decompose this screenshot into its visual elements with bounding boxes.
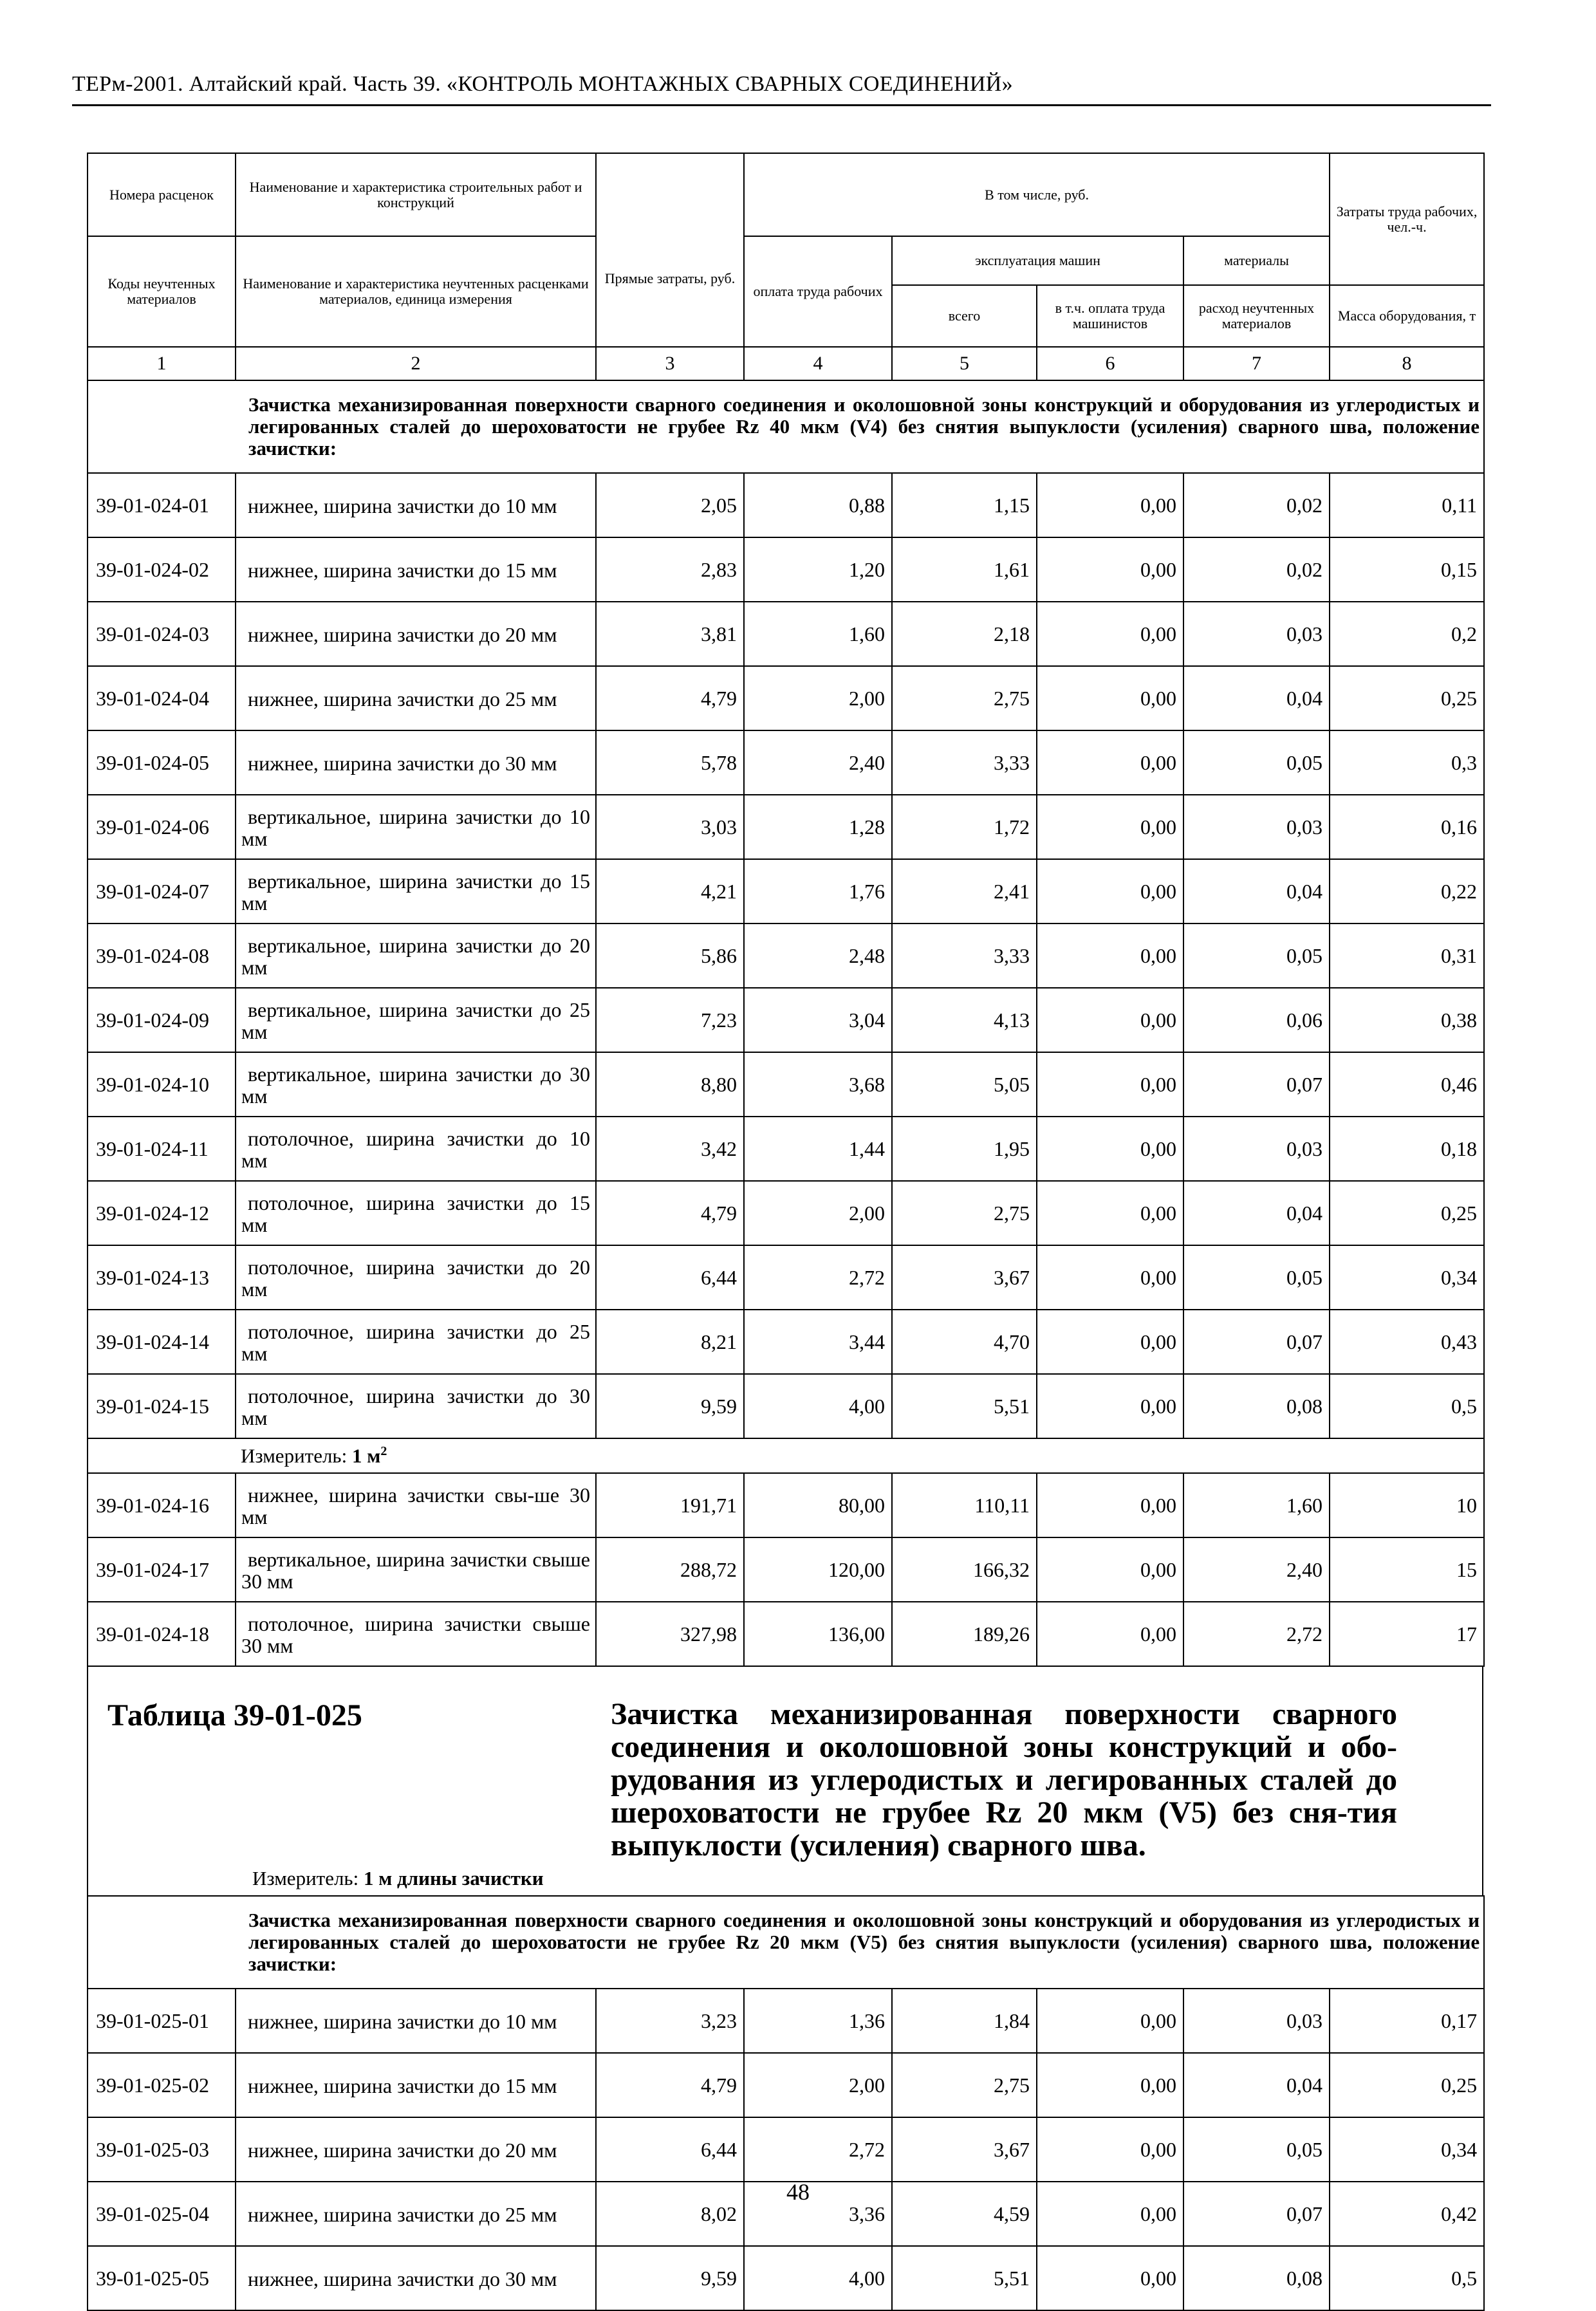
machinists-pay: 0,00 — [1037, 988, 1183, 1052]
labor-pay: 3,44 — [744, 1310, 892, 1374]
work-description-text: потолочное, ширина зачистки до 25 мм — [241, 1320, 590, 1365]
work-description — [236, 1052, 596, 1117]
header-machines: эксплуатация машин — [892, 236, 1183, 285]
labor-pay: 3,36 — [744, 2182, 892, 2246]
header-total: всего — [892, 285, 1037, 347]
work-description-text: потолочное, ширина зачистки до 15 мм — [241, 1191, 590, 1236]
table-row — [88, 1537, 1484, 1602]
materials: 0,03 — [1183, 795, 1330, 859]
labor-pay: 2,00 — [744, 1181, 892, 1245]
labor-pay: 1,36 — [744, 1989, 892, 2053]
machines-total: 1,61 — [892, 537, 1037, 602]
labor-pay: 3,68 — [744, 1052, 892, 1117]
rate-code: 39-01-024-03 — [88, 602, 236, 666]
labor-pay: 1,20 — [744, 537, 892, 602]
materials: 0,07 — [1183, 1052, 1330, 1117]
machines-total: 110,11 — [892, 1473, 1037, 1537]
direct-costs: 9,59 — [596, 2246, 744, 2310]
labor-pay: 1,44 — [744, 1117, 892, 1181]
header-direct-costs: Прямые затраты, руб. — [596, 153, 744, 347]
rate-code: 39-01-025-05 — [88, 2246, 236, 2310]
col-number: 7 — [1183, 347, 1330, 380]
table-row — [88, 2053, 1484, 2117]
labor-cost: 0,5 — [1330, 1374, 1484, 1438]
materials: 0,07 — [1183, 2182, 1330, 2246]
work-description — [236, 923, 596, 988]
header-materials: материалы — [1183, 236, 1330, 285]
labor-pay: 2,00 — [744, 2053, 892, 2117]
running-header: ТЕРм-2001. Алтайский край. Часть 39. «КОНТРОЛЬ МОНТАЖНЫХ СВАРНЫХ СОЕДИНЕНИЙ» — [72, 72, 1013, 96]
labor-cost: 0,2 — [1330, 602, 1484, 666]
direct-costs: 6,44 — [596, 1245, 744, 1310]
labor-pay: 0,88 — [744, 473, 892, 537]
rate-code: 39-01-025-01 — [88, 1989, 236, 2053]
labor-cost: 0,5 — [1330, 2246, 1484, 2310]
labor-pay: 1,28 — [744, 795, 892, 859]
machinists-pay: 0,00 — [1037, 2246, 1183, 2310]
labor-pay: 80,00 — [744, 1473, 892, 1537]
labor-cost: 0,25 — [1330, 666, 1484, 730]
machines-total: 5,05 — [892, 1052, 1037, 1117]
direct-costs: 191,71 — [596, 1473, 744, 1537]
work-description-text: потолочное, ширина зачистки до 30 мм — [241, 1384, 590, 1429]
materials: 0,08 — [1183, 1374, 1330, 1438]
rate-code: 39-01-024-02 — [88, 537, 236, 602]
work-description-text: нижнее, ширина зачистки до 20 мм — [248, 2139, 557, 2162]
table-row — [88, 2117, 1484, 2182]
table-row — [88, 537, 1484, 602]
measure-sup: 2 — [380, 1443, 387, 1458]
direct-costs: 327,98 — [596, 1602, 744, 1666]
direct-costs: 3,03 — [596, 795, 744, 859]
labor-pay: 3,04 — [744, 988, 892, 1052]
col-number: 6 — [1037, 347, 1183, 380]
rate-code: 39-01-024-13 — [88, 1245, 236, 1310]
machines-total: 1,72 — [892, 795, 1037, 859]
work-description-text: вертикальное, ширина зачистки до 25 мм — [241, 998, 590, 1043]
labor-cost: 15 — [1330, 1537, 1484, 1602]
table2-title: Зачистка механизированная поверхности сварного соединения и околошовной зоны конструкций и обо-рудования из углеродистых и легированных сталей до шероховатости не грубее Rz 20 мкм (V5) без сня-тия выпуклости (усиления) сварного шва. — [611, 1697, 1397, 1862]
page-content — [87, 153, 1483, 2311]
materials: 1,60 — [1183, 1473, 1330, 1537]
table2-measure-value: 1 м длины зачистки — [363, 1867, 544, 1889]
machinists-pay: 0,00 — [1037, 2182, 1183, 2246]
work-description — [236, 1537, 596, 1602]
section-title: Зачистка механизированная поверхности сварного соединения и околошовной зоны конструкций и оборудования из углеродистых и легированных сталей до шероховатости не грубее Rz 40 мкм (V4) без снятия выпуклости (усиления) сварного шва, положение зачистки: — [236, 380, 1484, 473]
header-name-bottom: Наименование и характеристика неучтенных расценками материалов, единица измерения — [236, 236, 596, 347]
work-description — [236, 1473, 596, 1537]
direct-costs: 7,23 — [596, 988, 744, 1052]
materials: 0,08 — [1183, 2246, 1330, 2310]
labor-cost: 10 — [1330, 1473, 1484, 1537]
rate-code: 39-01-024-05 — [88, 730, 236, 795]
materials: 0,04 — [1183, 666, 1330, 730]
materials: 0,07 — [1183, 1310, 1330, 1374]
machines-total: 5,51 — [892, 2246, 1037, 2310]
labor-cost: 17 — [1330, 1602, 1484, 1666]
labor-cost: 0,3 — [1330, 730, 1484, 795]
table-row — [88, 473, 1484, 537]
work-description — [236, 988, 596, 1052]
machines-total: 4,70 — [892, 1310, 1037, 1374]
measure-value: 1 м — [351, 1444, 381, 1467]
machines-total: 3,33 — [892, 730, 1037, 795]
machinists-pay: 0,00 — [1037, 1052, 1183, 1117]
machinists-pay: 0,00 — [1037, 730, 1183, 795]
rate-code: 39-01-024-11 — [88, 1117, 236, 1181]
work-description-text: потолочное, ширина зачистки до 20 мм — [241, 1256, 590, 1301]
machinists-pay: 0,00 — [1037, 1310, 1183, 1374]
machines-total: 2,75 — [892, 1181, 1037, 1245]
table-row — [88, 1473, 1484, 1537]
table-row — [88, 730, 1484, 795]
labor-pay: 120,00 — [744, 1537, 892, 1602]
machinists-pay: 0,00 — [1037, 537, 1183, 602]
direct-costs: 4,79 — [596, 2053, 744, 2117]
materials: 0,03 — [1183, 602, 1330, 666]
machinists-pay: 0,00 — [1037, 859, 1183, 923]
rates-table-2 — [87, 1895, 1485, 2311]
work-description — [236, 1989, 596, 2053]
rate-code: 39-01-024-08 — [88, 923, 236, 988]
materials: 0,04 — [1183, 2053, 1330, 2117]
rate-code: 39-01-024-16 — [88, 1473, 236, 1537]
machines-total: 1,95 — [892, 1117, 1037, 1181]
direct-costs: 2,05 — [596, 473, 744, 537]
direct-costs: 5,86 — [596, 923, 744, 988]
labor-cost: 0,43 — [1330, 1310, 1484, 1374]
header-code-top: Номера расценок — [88, 153, 236, 236]
section1-rows — [88, 473, 1484, 1438]
table-row — [88, 1181, 1484, 1245]
work-description-text: вертикальное, ширина зачистки до 15 мм — [241, 869, 590, 914]
work-description — [236, 2117, 596, 2182]
materials: 2,72 — [1183, 1602, 1330, 1666]
table2-label: Таблица 39-01-025 — [107, 1698, 362, 1732]
machinists-pay: 0,00 — [1037, 1117, 1183, 1181]
direct-costs: 3,81 — [596, 602, 744, 666]
machines-total: 1,15 — [892, 473, 1037, 537]
materials: 0,03 — [1183, 1989, 1330, 2053]
machines-total: 2,41 — [892, 859, 1037, 923]
work-description — [236, 1310, 596, 1374]
page-number: 48 — [786, 2179, 810, 2205]
direct-costs: 8,02 — [596, 2182, 744, 2246]
rate-code: 39-01-024-07 — [88, 859, 236, 923]
work-description — [236, 1117, 596, 1181]
labor-cost: 0,42 — [1330, 2182, 1484, 2246]
machines-total: 166,32 — [892, 1537, 1037, 1602]
col-number: 4 — [744, 347, 892, 380]
labor-cost: 0,25 — [1330, 1181, 1484, 1245]
rate-code: 39-01-024-18 — [88, 1602, 236, 1666]
materials: 0,02 — [1183, 537, 1330, 602]
materials: 0,05 — [1183, 923, 1330, 988]
work-description-text: нижнее, ширина зачистки до 10 мм — [248, 2010, 557, 2033]
header-name-top: Наименование и характеристика строительных работ и конструкций — [236, 153, 596, 236]
table-row — [88, 666, 1484, 730]
work-description — [236, 730, 596, 795]
labor-cost: 0,16 — [1330, 795, 1484, 859]
machines-total: 4,59 — [892, 2182, 1037, 2246]
labor-cost: 0,34 — [1330, 2117, 1484, 2182]
direct-costs: 3,23 — [596, 1989, 744, 2053]
work-description — [236, 1602, 596, 1666]
materials: 0,03 — [1183, 1117, 1330, 1181]
work-description — [236, 473, 596, 537]
direct-costs: 8,80 — [596, 1052, 744, 1117]
work-description-text: нижнее, ширина зачистки до 15 мм — [248, 559, 557, 582]
labor-cost: 0,17 — [1330, 1989, 1484, 2053]
direct-costs: 4,79 — [596, 666, 744, 730]
work-description — [236, 1374, 596, 1438]
labor-pay: 2,00 — [744, 666, 892, 730]
rate-code: 39-01-024-17 — [88, 1537, 236, 1602]
table-row — [88, 1602, 1484, 1666]
rate-code: 39-01-024-01 — [88, 473, 236, 537]
direct-costs: 4,21 — [596, 859, 744, 923]
work-description-text: нижнее, ширина зачистки до 15 мм — [248, 2074, 557, 2097]
machinists-pay: 0,00 — [1037, 923, 1183, 988]
rate-code: 39-01-024-15 — [88, 1374, 236, 1438]
direct-costs: 9,59 — [596, 1374, 744, 1438]
labor-cost: 0,18 — [1330, 1117, 1484, 1181]
table-row — [88, 988, 1484, 1052]
header-incl-machinists: в т.ч. оплата труда машинистов — [1037, 285, 1183, 347]
machinists-pay: 0,00 — [1037, 1374, 1183, 1438]
machines-total: 3,33 — [892, 923, 1037, 988]
rate-code: 39-01-024-14 — [88, 1310, 236, 1374]
col-number: 8 — [1330, 347, 1484, 380]
rate-code: 39-01-024-12 — [88, 1181, 236, 1245]
machinists-pay: 0,00 — [1037, 1989, 1183, 2053]
materials: 0,05 — [1183, 2117, 1330, 2182]
labor-cost: 0,31 — [1330, 923, 1484, 988]
table-row — [88, 2246, 1484, 2310]
work-description-text: нижнее, ширина зачистки до 30 мм — [248, 2267, 557, 2290]
table-row — [88, 795, 1484, 859]
machines-total: 5,51 — [892, 1374, 1037, 1438]
header-including: В том числе, руб. — [744, 153, 1330, 236]
machinists-pay: 0,00 — [1037, 1181, 1183, 1245]
labor-pay: 136,00 — [744, 1602, 892, 1666]
work-description-text: нижнее, ширина зачистки до 25 мм — [248, 2203, 557, 2226]
table2-section-title: Зачистка механизированная поверхности сварного соединения и околошовной зоны конструкций и оборудования из углеродистых и легированных сталей до шероховатости не грубее Rz 20 мкм (V5) без снятия выпуклости (усиления) сварного шва, положение зачистки: — [236, 1896, 1484, 1989]
table-row — [88, 923, 1484, 988]
machinists-pay: 0,00 — [1037, 2053, 1183, 2117]
work-description-text: вертикальное, ширина зачистки до 20 мм — [241, 934, 590, 979]
machinists-pay: 0,00 — [1037, 795, 1183, 859]
measure-label: Измеритель: — [241, 1444, 348, 1467]
rate-code: 39-01-025-02 — [88, 2053, 236, 2117]
table-row — [88, 1117, 1484, 1181]
direct-costs: 2,83 — [596, 537, 744, 602]
work-description — [236, 2246, 596, 2310]
work-description-text: нижнее, ширина зачистки до 10 мм — [248, 494, 557, 517]
table-row — [88, 1374, 1484, 1438]
labor-pay: 1,60 — [744, 602, 892, 666]
machines-total: 189,26 — [892, 1602, 1037, 1666]
table-row — [88, 1310, 1484, 1374]
table2-rows — [88, 1989, 1484, 2310]
work-description — [236, 1181, 596, 1245]
work-description-text: нижнее, ширина зачистки до 30 мм — [248, 752, 557, 775]
labor-pay: 2,40 — [744, 730, 892, 795]
rate-code: 39-01-025-03 — [88, 2117, 236, 2182]
table2-heading — [87, 1667, 1483, 1895]
header-rule — [72, 104, 1491, 106]
materials: 0,05 — [1183, 1245, 1330, 1310]
direct-costs: 8,21 — [596, 1310, 744, 1374]
section1-rows2 — [88, 1473, 1484, 1666]
materials: 0,04 — [1183, 859, 1330, 923]
machines-total: 3,67 — [892, 2117, 1037, 2182]
direct-costs: 6,44 — [596, 2117, 744, 2182]
rate-code: 39-01-024-06 — [88, 795, 236, 859]
direct-costs: 5,78 — [596, 730, 744, 795]
work-description-text: нижнее, ширина зачистки свы-ше 30 мм — [241, 1483, 590, 1528]
materials: 0,05 — [1183, 730, 1330, 795]
labor-cost: 0,15 — [1330, 537, 1484, 602]
machinists-pay: 0,00 — [1037, 1537, 1183, 1602]
machinists-pay: 0,00 — [1037, 473, 1183, 537]
machinists-pay: 0,00 — [1037, 602, 1183, 666]
labor-pay: 2,72 — [744, 2117, 892, 2182]
table-row — [88, 1052, 1484, 1117]
labor-pay: 1,76 — [744, 859, 892, 923]
labor-pay: 2,72 — [744, 1245, 892, 1310]
work-description-text: вертикальное, ширина зачистки до 30 мм — [241, 1063, 590, 1108]
table-row — [88, 1989, 1484, 2053]
machinists-pay: 0,00 — [1037, 1473, 1183, 1537]
table-row — [88, 1245, 1484, 1310]
labor-cost: 0,25 — [1330, 2053, 1484, 2117]
materials: 0,04 — [1183, 1181, 1330, 1245]
machinists-pay: 0,00 — [1037, 1602, 1183, 1666]
work-description-text: вертикальное, ширина зачистки до 10 мм — [241, 805, 590, 850]
materials: 0,02 — [1183, 473, 1330, 537]
work-description-text: нижнее, ширина зачистки до 20 мм — [248, 623, 557, 646]
machines-total: 1,84 — [892, 1989, 1037, 2053]
work-description — [236, 602, 596, 666]
work-description-text: потолочное, ширина зачистки до 10 мм — [241, 1127, 590, 1172]
rate-code: 39-01-025-04 — [88, 2182, 236, 2246]
table-row — [88, 602, 1484, 666]
header-equipment-mass: Масса оборудования, т — [1330, 285, 1484, 347]
work-description — [236, 537, 596, 602]
materials: 2,40 — [1183, 1537, 1330, 1602]
machinists-pay: 0,00 — [1037, 666, 1183, 730]
labor-pay: 2,48 — [744, 923, 892, 988]
machines-total: 2,18 — [892, 602, 1037, 666]
machinists-pay: 0,00 — [1037, 1245, 1183, 1310]
labor-cost: 0,22 — [1330, 859, 1484, 923]
table2-measure-label: Измеритель: — [252, 1867, 359, 1889]
direct-costs: 3,42 — [596, 1117, 744, 1181]
header-unaccounted-materials: расход неучтенных материалов — [1183, 285, 1330, 347]
machines-total: 2,75 — [892, 2053, 1037, 2117]
work-description-text: нижнее, ширина зачистки до 25 мм — [248, 687, 557, 710]
machines-total: 3,67 — [892, 1245, 1037, 1310]
direct-costs: 288,72 — [596, 1537, 744, 1602]
machines-total: 2,75 — [892, 666, 1037, 730]
col-number: 5 — [892, 347, 1037, 380]
labor-cost: 0,11 — [1330, 473, 1484, 537]
rates-table — [87, 153, 1485, 1667]
machinists-pay: 0,00 — [1037, 2117, 1183, 2182]
labor-cost: 0,38 — [1330, 988, 1484, 1052]
work-description — [236, 666, 596, 730]
work-description-text: потолочное, ширина зачистки свыше 30 мм — [241, 1612, 590, 1657]
labor-cost: 0,46 — [1330, 1052, 1484, 1117]
machines-total: 4,13 — [892, 988, 1037, 1052]
table2-measure — [252, 1867, 544, 1890]
labor-pay: 4,00 — [744, 1374, 892, 1438]
rate-code: 39-01-024-04 — [88, 666, 236, 730]
work-description — [236, 2053, 596, 2117]
materials: 0,06 — [1183, 988, 1330, 1052]
col-number: 1 — [88, 347, 236, 380]
labor-pay: 4,00 — [744, 2246, 892, 2310]
direct-costs: 4,79 — [596, 1181, 744, 1245]
col-number: 3 — [596, 347, 744, 380]
header-labor-pay: оплата труда рабочих — [744, 236, 892, 347]
rate-code: 39-01-024-09 — [88, 988, 236, 1052]
work-description — [236, 795, 596, 859]
work-description-text: вертикальное, ширина зачистки свыше 30 мм — [241, 1548, 590, 1593]
labor-cost: 0,34 — [1330, 1245, 1484, 1310]
table-row — [88, 859, 1484, 923]
rate-code: 39-01-024-10 — [88, 1052, 236, 1117]
work-description — [236, 1245, 596, 1310]
col-number: 2 — [236, 347, 596, 380]
measure-line — [236, 1438, 1484, 1473]
work-description — [236, 859, 596, 923]
header-code-bottom: Коды неучтенных материалов — [88, 236, 236, 347]
header-labor-cost: Затраты труда рабочих, чел.-ч. — [1330, 153, 1484, 285]
